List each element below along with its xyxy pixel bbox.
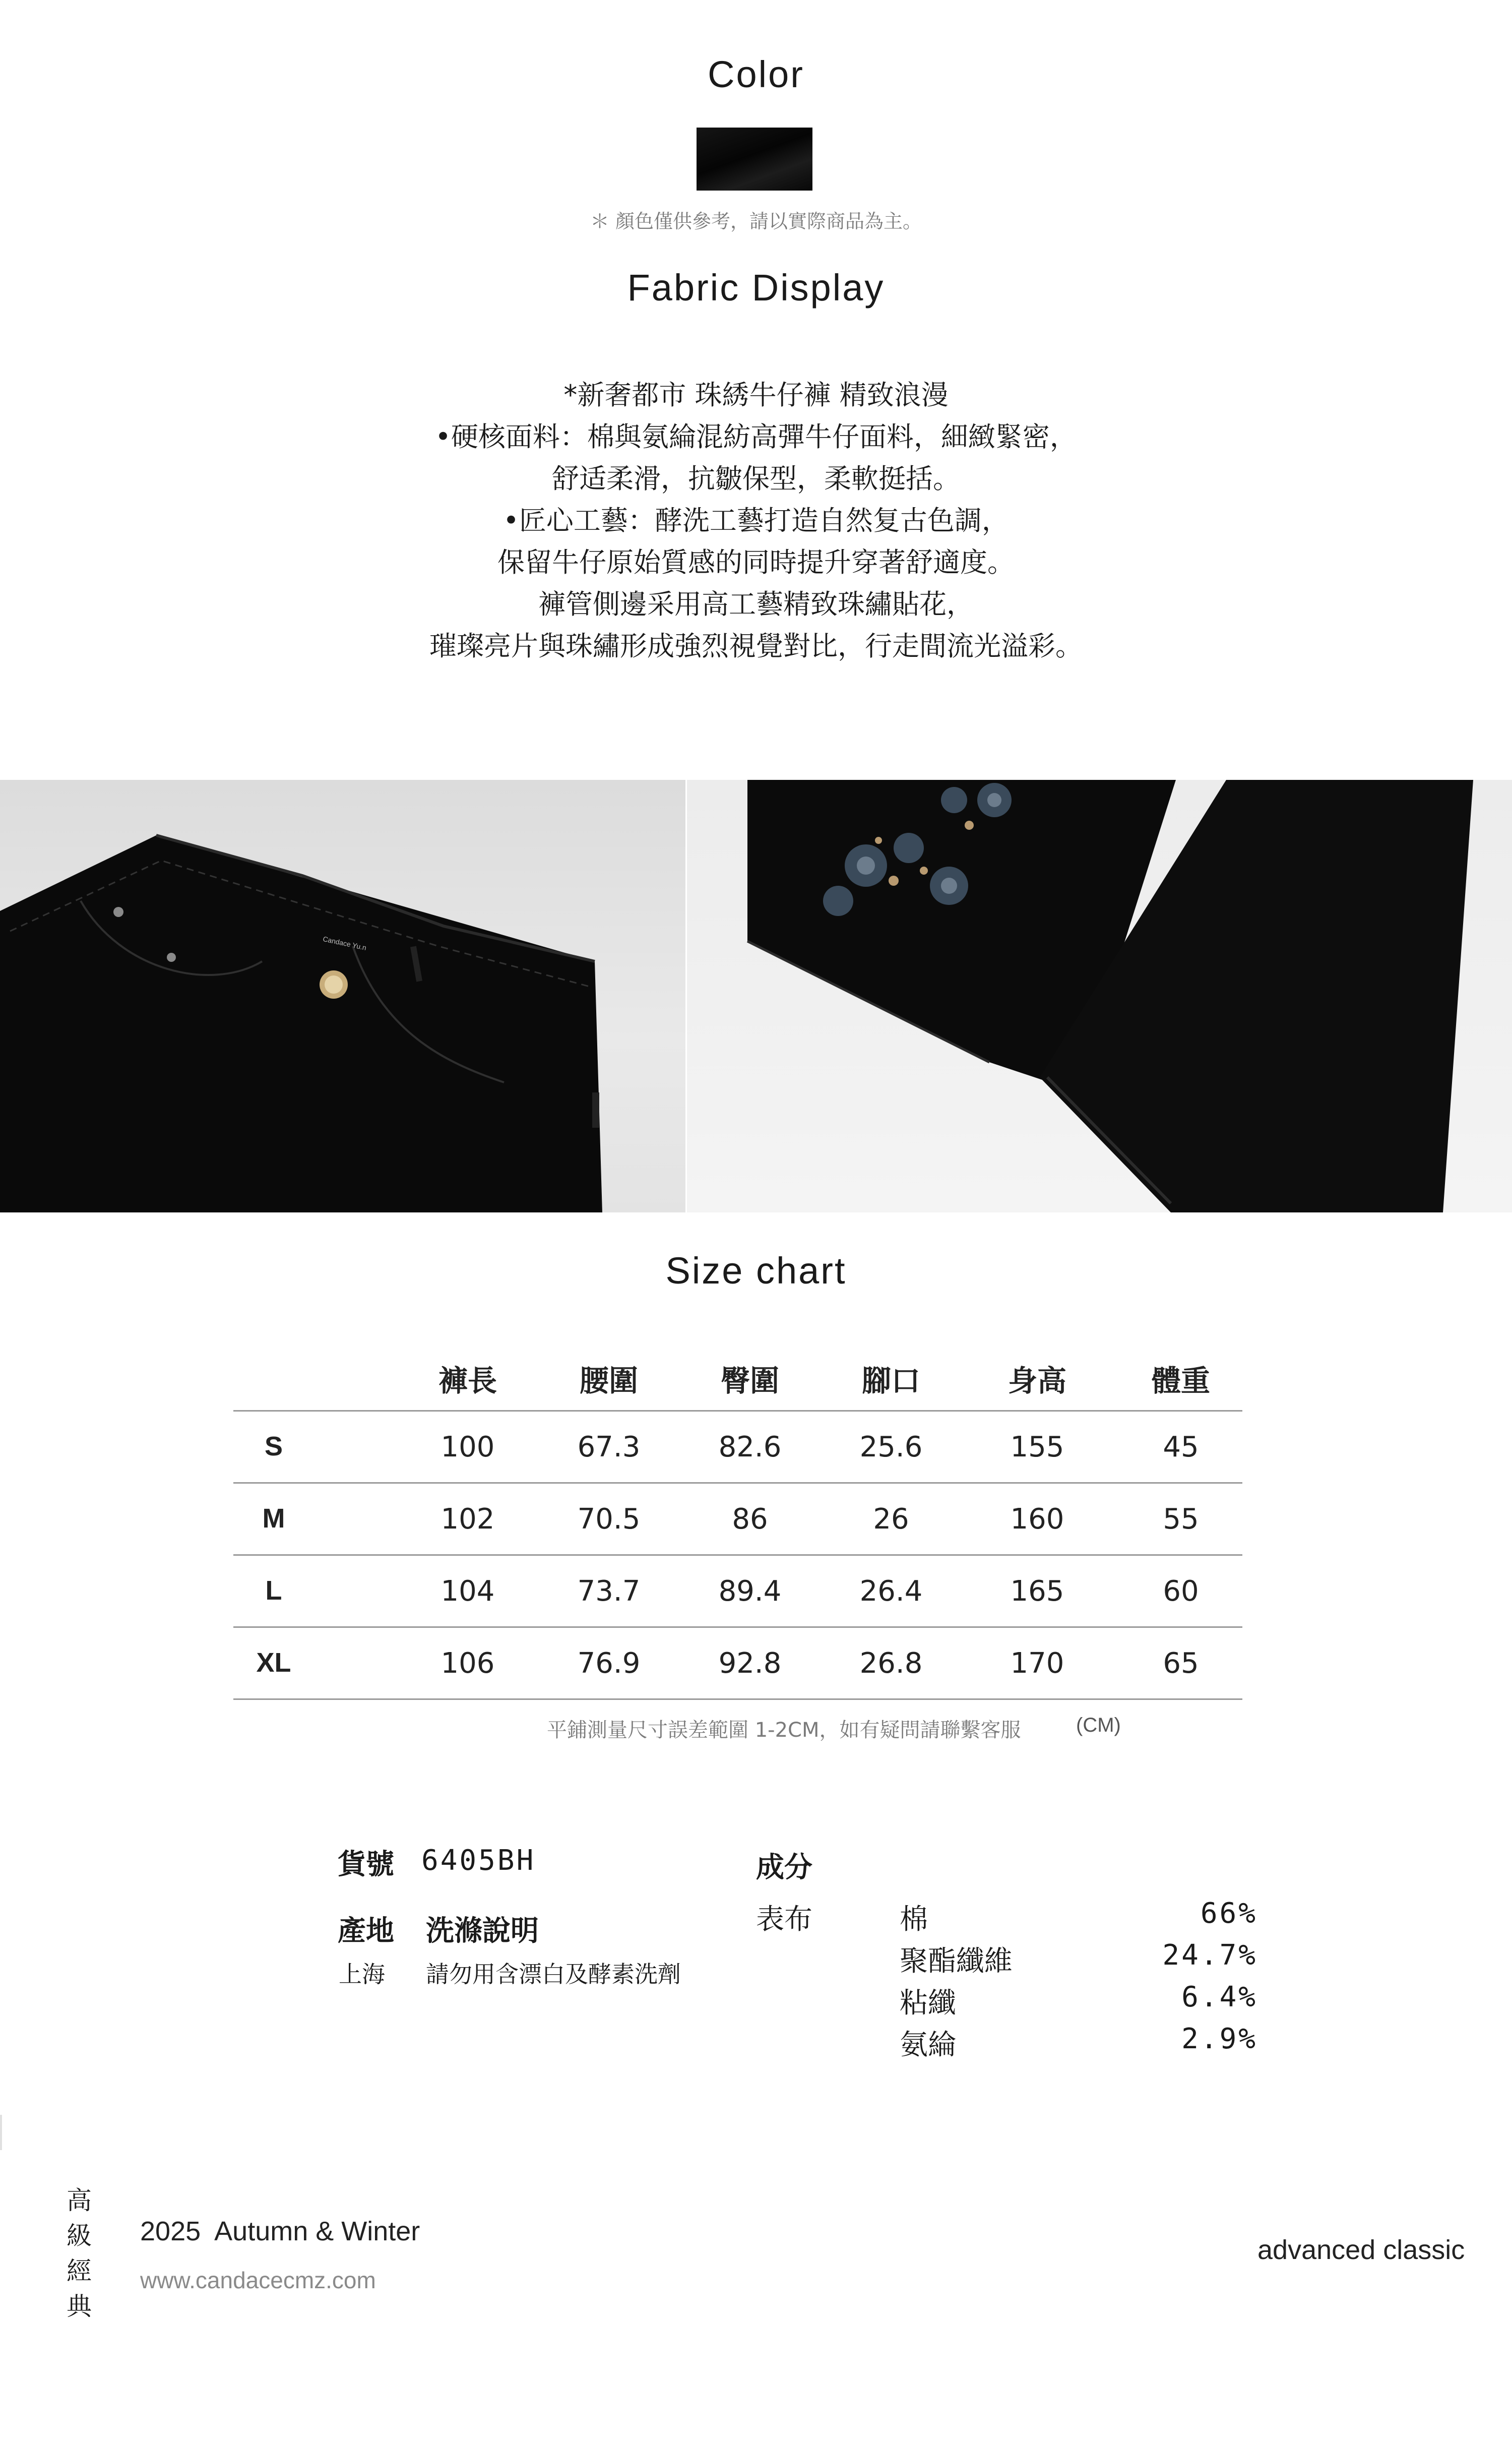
table-cell: 76.9 [577, 1647, 641, 1680]
fabric-description [0, 374, 1512, 667]
item-number-value: 6405BH [421, 1844, 536, 1877]
fabric-label: 表布 [756, 1903, 812, 1936]
table-cell: 92.8 [718, 1647, 782, 1680]
season-label: 2025 Autumn & Winter [140, 2216, 420, 2246]
fabric-line: *新奢都市 珠綉牛仔褲 精致浪漫 [563, 379, 949, 411]
material-pct: 2.9% [1181, 2023, 1257, 2055]
table-cell: 26 [873, 1503, 909, 1536]
fabric-line: •匠心工藝：酵洗工藝打造自然复古色調， [503, 505, 1009, 536]
table-row [233, 1410, 1242, 1482]
table-cell: 89.4 [718, 1575, 782, 1608]
size-label: XL [256, 1647, 291, 1678]
item-number-label: 貨號 [338, 1848, 394, 1881]
table-row [233, 1482, 1242, 1554]
slogan-char: 高 [67, 2186, 92, 2215]
edge-mark [0, 2115, 2, 2150]
table-cell: 106 [440, 1647, 495, 1680]
website-link[interactable]: www.candacecmz.com [140, 2267, 376, 2293]
fabric-line: 璀璨亮片與珠繡形成強烈視覺對比，行走間流光溢彩。 [429, 630, 1083, 662]
composition-label: 成分 [756, 1851, 812, 1884]
table-cell: 86 [732, 1503, 768, 1536]
size-label: M [262, 1503, 285, 1534]
slogan-char: 級 [67, 2221, 92, 2250]
table-cell: 26.8 [859, 1647, 923, 1680]
wash-value: 請勿用含漂白及酵素洗劑 [426, 1961, 681, 1988]
size-table [233, 1337, 1242, 1700]
slogan-char: 典 [67, 2292, 92, 2321]
table-cell: 82.6 [718, 1431, 782, 1463]
table-row [233, 1554, 1242, 1626]
table-cell: 73.7 [577, 1575, 641, 1608]
header-hem: 腳口 [861, 1364, 920, 1398]
table-cell: 55 [1163, 1503, 1199, 1536]
material-name: 粘纖 [900, 1987, 956, 2020]
table-cell: 170 [1010, 1647, 1064, 1680]
size-chart-title: Size chart [665, 1250, 847, 1292]
fabric-line: 保留牛仔原始質感的同時提升穿著舒適度。 [497, 546, 1015, 578]
table-cell: 65 [1163, 1647, 1199, 1680]
fabric-line: 舒适柔滑，抗皺保型，柔軟挺括。 [552, 463, 960, 495]
size-label: L [265, 1575, 282, 1606]
header-waist: 腰圍 [579, 1364, 638, 1398]
table-cell: 45 [1163, 1431, 1199, 1463]
origin-label: 產地 [338, 1915, 394, 1947]
table-cell: 160 [1010, 1503, 1064, 1536]
table-cell: 104 [440, 1575, 495, 1608]
size-table-header [233, 1337, 1242, 1410]
header-weight: 體重 [1151, 1364, 1210, 1398]
table-cell: 60 [1163, 1575, 1199, 1608]
brand-waist-label: Candace Yu.n [322, 935, 367, 952]
product-photo-hem-embroidery [687, 780, 1512, 1212]
material-name: 氨綸 [900, 2029, 956, 2061]
slogan-char: 經 [67, 2256, 92, 2286]
fabric-title: Fabric Display [627, 267, 885, 309]
header-hip: 臀圍 [720, 1364, 779, 1398]
size-label: S [264, 1431, 283, 1461]
vertical-slogan [64, 2183, 94, 2324]
color-title: Color [708, 53, 804, 95]
product-photo-waistband [0, 780, 685, 1212]
table-cell: 67.3 [577, 1431, 641, 1463]
material-pct: 66% [1200, 1897, 1257, 1930]
header-height: 身高 [1007, 1364, 1066, 1398]
table-cell: 26.4 [859, 1575, 923, 1608]
table-cell: 102 [440, 1503, 495, 1536]
size-note: 平鋪測量尺寸誤差範圍 1-2CM，如有疑問請聯繫客服 [547, 1719, 1021, 1742]
fabric-line: •硬核面料：棉與氨綸混紡高彈牛仔面料，細緻緊密， [435, 421, 1077, 453]
table-row [233, 1626, 1242, 1700]
material-pct: 6.4% [1181, 1981, 1257, 2013]
table-cell: 70.5 [577, 1503, 641, 1536]
table-cell: 165 [1010, 1575, 1064, 1608]
origin-value: 上海 [339, 1961, 385, 1988]
table-cell: 25.6 [859, 1431, 923, 1463]
table-cell: 155 [1010, 1431, 1064, 1463]
fabric-line: 褲管側邊采用高工藝精致珠繡貼花， [538, 588, 974, 620]
material-pct: 24.7% [1162, 1939, 1257, 1972]
color-swatch-black [697, 128, 812, 191]
table-cell: 100 [440, 1431, 495, 1463]
color-note: ＊ 顏色僅供參考，請以實際商品為主。 [590, 210, 922, 232]
header-length: 褲長 [438, 1364, 497, 1398]
material-name: 聚酯纖維 [900, 1945, 1013, 1978]
tagline: advanced classic [1257, 2235, 1465, 2265]
size-unit: (CM) [1076, 1714, 1121, 1736]
material-name: 棉 [900, 1903, 928, 1936]
wash-label: 洗滌說明 [426, 1915, 539, 1947]
